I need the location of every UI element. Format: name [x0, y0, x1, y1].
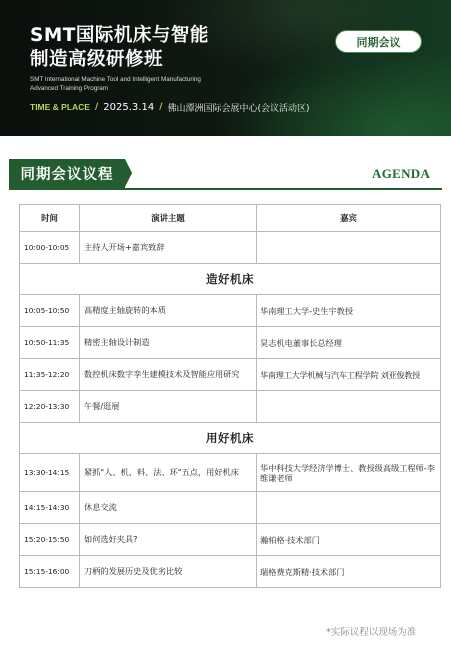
row-time: 11:35-12:20	[20, 359, 80, 391]
event-subtitle	[30, 76, 290, 93]
row-topic: 数控机床数字孪生建模技术及智能应用研究	[80, 359, 257, 391]
event-title-line-2: 制造高级研修班	[30, 49, 164, 70]
table-header-row	[20, 205, 441, 232]
table-row	[20, 295, 441, 327]
table-row	[20, 359, 441, 391]
column-header-topic: 演讲主题	[80, 205, 257, 232]
section-row	[20, 264, 441, 295]
time-place-label: TIME & PLACE	[30, 102, 90, 112]
table-row	[20, 556, 441, 588]
row-topic: 精密主轴设计制造	[80, 327, 257, 359]
event-date: 2025.3.14	[103, 101, 155, 113]
section-row	[20, 423, 441, 454]
section-row-title: 造好机床	[20, 264, 441, 295]
row-speaker: 华南理工大学-史生宇教授	[257, 295, 441, 327]
row-speaker: 昊志机电董事长总经理	[257, 327, 441, 359]
row-speaker: 瀚柏格·技术部门	[257, 524, 441, 556]
row-time: 13:30-14:15	[20, 454, 80, 492]
table-row	[20, 454, 441, 492]
row-time: 10:50-11:35	[20, 327, 80, 359]
agenda-footnote: *实际议程以现场为准	[326, 627, 417, 638]
section-divider	[9, 188, 442, 190]
table-row	[20, 492, 441, 524]
time-place-row	[30, 100, 310, 114]
row-time: 15:15-16:00	[20, 556, 80, 588]
header-banner	[0, 0, 451, 136]
agenda-label: AGENDA	[372, 166, 431, 181]
column-header-time: 时间	[20, 205, 80, 232]
row-speaker	[257, 391, 441, 423]
row-topic: 刀柄的发展历史及优劣比较	[80, 556, 257, 588]
event-subtitle-line-2: Advanced Training Program	[30, 84, 109, 92]
table-row	[20, 391, 441, 423]
section-row-title: 用好机床	[20, 423, 441, 454]
table-row	[20, 524, 441, 556]
table-row	[20, 327, 441, 359]
row-topic: 休息交流	[80, 492, 257, 524]
row-time: 14:15-14:30	[20, 492, 80, 524]
agenda-section-title: 同期会议议程	[9, 159, 125, 188]
row-speaker: 华南理工大学机械与汽车工程学院 刘亚俊教授	[257, 359, 441, 391]
table-row	[20, 232, 441, 264]
row-time: 10:05-10:50	[20, 295, 80, 327]
row-speaker: 华中科技大学经济学博士、教授级高级工程师-李维谦老师	[257, 454, 441, 492]
row-topic: 如何选好夹具?	[80, 524, 257, 556]
event-title-line-1: SMT国际机床与智能	[30, 25, 209, 46]
separator: /	[94, 102, 99, 112]
column-header-speaker: 嘉宾	[257, 205, 441, 232]
row-speaker: 瑞格费克斯精·技术部门	[257, 556, 441, 588]
row-speaker	[257, 232, 441, 264]
row-topic: 主持人开场+嘉宾致辞	[80, 232, 257, 264]
row-time: 12:20-13:30	[20, 391, 80, 423]
row-time: 10:00-10:05	[20, 232, 80, 264]
row-topic: 高精度主轴旋转的本质	[80, 295, 257, 327]
row-speaker	[257, 492, 441, 524]
separator: /	[159, 102, 163, 112]
concurrent-meeting-badge: 同期会议	[335, 30, 422, 53]
row-time: 15:20-15:50	[20, 524, 80, 556]
event-title	[30, 24, 270, 72]
row-topic: 紧抓"人、机、料、法、环"五点，用好机床	[80, 454, 257, 492]
event-venue: 佛山潭洲国际会展中心(会议活动区)	[167, 103, 310, 114]
row-topic: 午餐/逛展	[80, 391, 257, 423]
agenda-table	[19, 204, 441, 588]
event-subtitle-line-1: SMT International Machine Tool and Intelligent Manufacturing	[30, 76, 201, 83]
